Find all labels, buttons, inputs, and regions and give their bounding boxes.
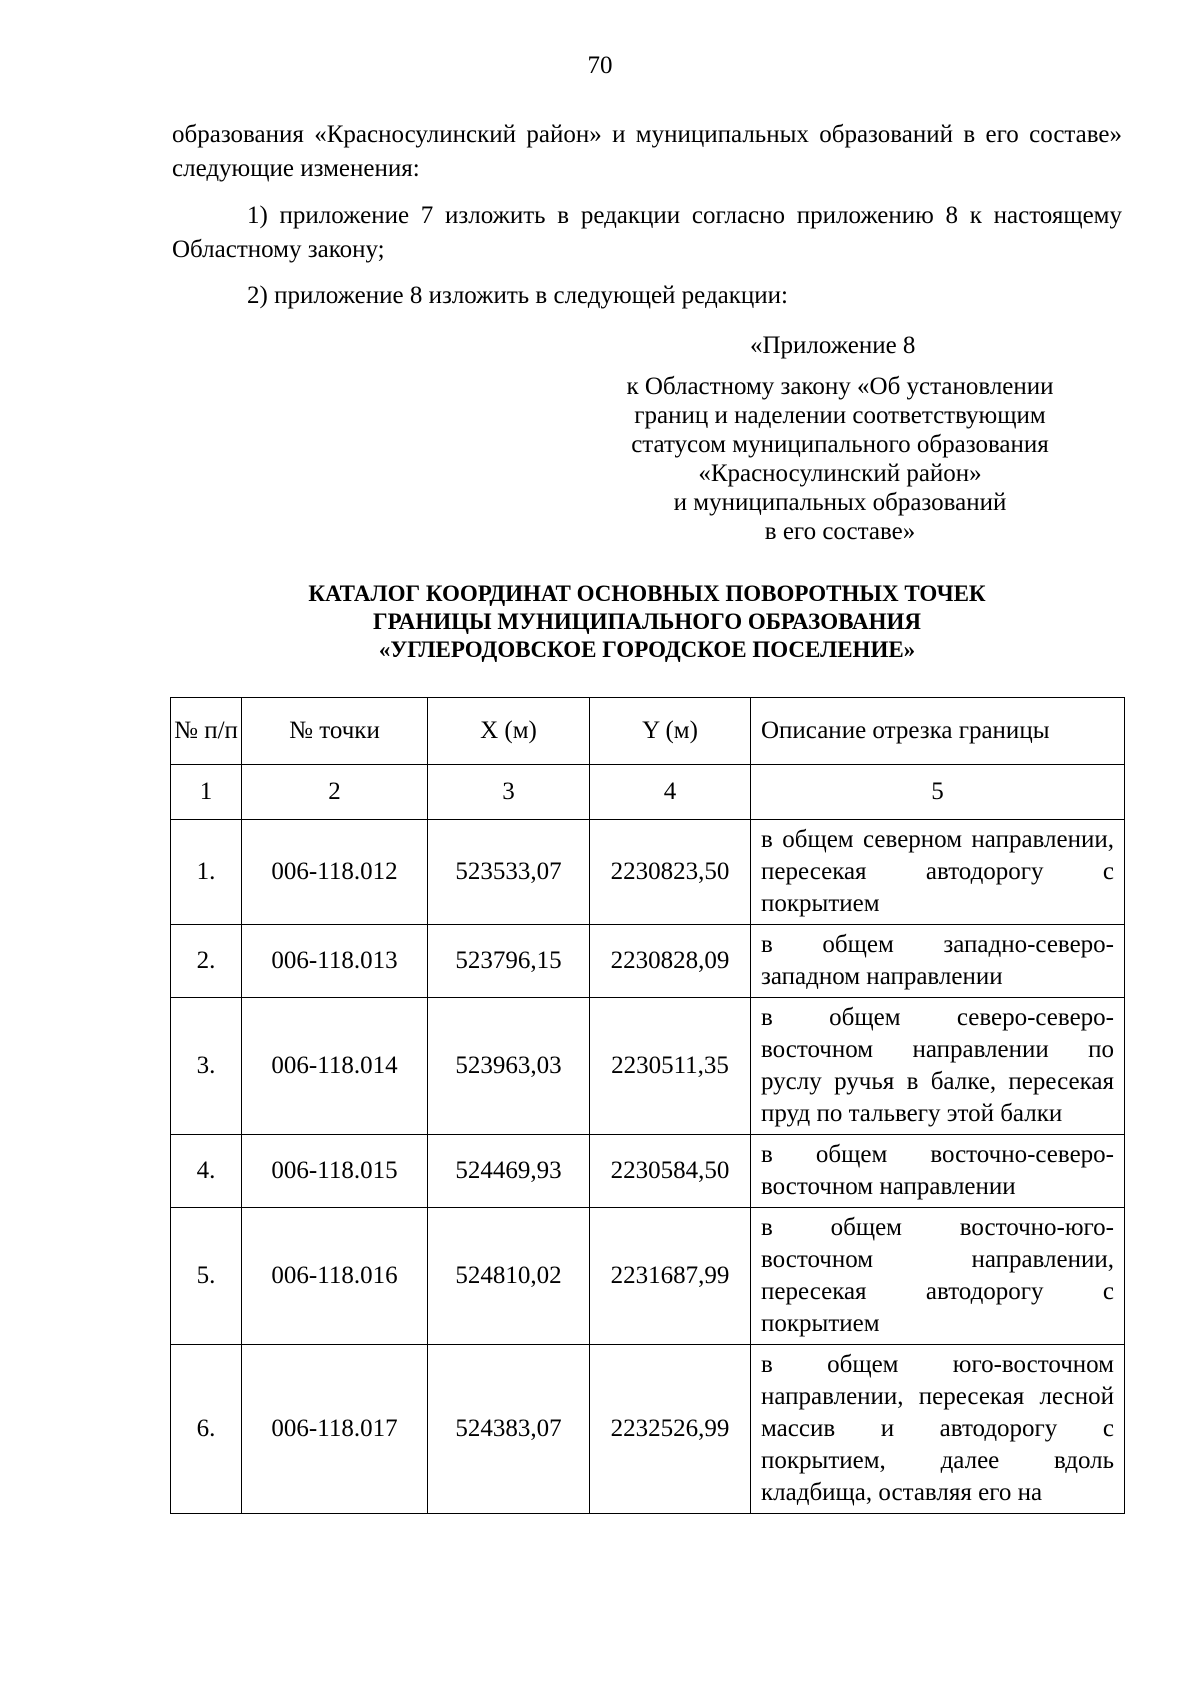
y-coordinate: 2230511,35 [590,998,751,1135]
table-row [171,1135,1125,1208]
x-coordinate: 523963,03 [428,998,590,1135]
header-x: X (м) [428,698,590,765]
y-coordinate: 2232526,99 [590,1345,751,1514]
column-number-row [171,765,1125,820]
point-number: 006-118.017 [242,1345,428,1514]
appendix-reference-line: статусом муниципального образования [631,431,1049,458]
header-point-number: № точки [242,698,428,765]
table-header-row [171,698,1125,765]
column-number: 5 [751,765,1125,820]
segment-description: в общем юго-восточном направлении, пересекая лесной массив и автодорогу с покрытием, далее вдоль кладбища, оставляя его на [751,1345,1125,1514]
paragraph-item-2: 2) приложение 8 изложить в следующей редакции: [247,282,788,309]
row-number: 5. [171,1208,242,1345]
x-coordinate: 523796,15 [428,925,590,998]
column-number: 2 [242,765,428,820]
appendix-reference [560,372,1120,546]
catalog-title-line: КАТАЛОГ КООРДИНАТ ОСНОВНЫХ ПОВОРОТНЫХ ТОЧЕК [308,581,986,606]
header-y: Y (м) [590,698,751,765]
row-number: 2. [171,925,242,998]
coordinates-table [170,697,1125,1514]
header-description: Описание отрезка границы [751,698,1125,765]
paragraph-item-1: 1) приложение 7 изложить в редакции согласно приложению 8 к настоящему Областному закону; [172,202,1122,263]
column-number: 1 [171,765,242,820]
catalog-title [172,580,1122,664]
x-coordinate: 524810,02 [428,1208,590,1345]
point-number: 006-118.014 [242,998,428,1135]
point-number: 006-118.013 [242,925,428,998]
segment-description: в общем западно-северо-западном направлении [751,925,1125,998]
page-number: 70 [587,52,613,79]
point-number: 006-118.012 [242,820,428,925]
table-row [171,998,1125,1135]
y-coordinate: 2230823,50 [590,820,751,925]
x-coordinate: 524469,93 [428,1135,590,1208]
appendix-reference-line: к Областному закону «Об установлении [626,373,1054,400]
row-number: 3. [171,998,242,1135]
x-coordinate: 523533,07 [428,820,590,925]
point-number: 006-118.016 [242,1208,428,1345]
table-row [171,1345,1125,1514]
header-row-number: № п/п [171,698,242,765]
table-row [171,820,1125,925]
appendix-reference-line: в его составе» [764,518,916,545]
paragraph-intro: образования «Красносулинский район» и муниципальных образований в его составе» следующие изменения: [172,121,1122,182]
table-row [171,925,1125,998]
appendix-reference-line: и муниципальных образований [673,489,1007,516]
row-number: 1. [171,820,242,925]
segment-description: в общем северном направлении, пересекая автодорогу с покрытием [751,820,1125,925]
segment-description: в общем восточно-юго-восточном направлении, пересекая автодорогу с покрытием [751,1208,1125,1345]
segment-description: в общем восточно-северо-восточном направлении [751,1135,1125,1208]
appendix-title: «Приложение 8 [750,332,916,359]
catalog-title-line: ГРАНИЦЫ МУНИЦИПАЛЬНОГО ОБРАЗОВАНИЯ [373,609,921,634]
table-row [171,1208,1125,1345]
column-number: 4 [590,765,751,820]
segment-description: в общем северо-северо-восточном направлении по руслу ручья в балке, пересекая пруд по тальвегу этой балки [751,998,1125,1135]
catalog-title-line: «УГЛЕРОДОВСКОЕ ГОРОДСКОЕ ПОСЕЛЕНИЕ» [378,637,916,662]
row-number: 4. [171,1135,242,1208]
point-number: 006-118.015 [242,1135,428,1208]
y-coordinate: 2230828,09 [590,925,751,998]
column-number: 3 [428,765,590,820]
x-coordinate: 524383,07 [428,1345,590,1514]
y-coordinate: 2230584,50 [590,1135,751,1208]
y-coordinate: 2231687,99 [590,1208,751,1345]
appendix-reference-line: границ и наделении соответствующим [634,402,1046,429]
appendix-reference-line: «Красносулинский район» [698,460,982,487]
row-number: 6. [171,1345,242,1514]
